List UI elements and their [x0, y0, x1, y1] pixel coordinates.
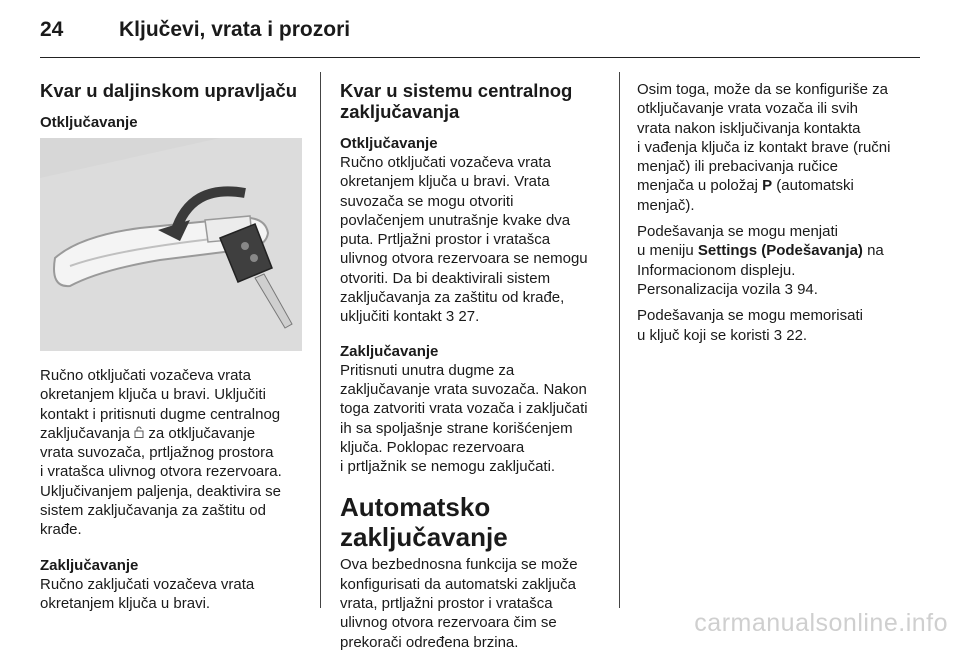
paragraph-settings-menu: Podešavanja se mogu menjati u meniju Settings (Podešavanja) na Informacionom displeju. Personalizacija vozila 3 94.	[637, 223, 884, 298]
lock-open-icon	[134, 426, 144, 438]
section-heading-auto-lock: Automatsko zaključavanje	[340, 492, 508, 553]
column-3	[637, 80, 922, 345]
page-ref-arrow-icon: 3	[445, 308, 455, 326]
page-reference[interactable]: 27.	[458, 308, 480, 326]
subheading-locking: Zaključavanje	[340, 342, 439, 360]
column-divider-1	[320, 72, 321, 608]
page-number: 24	[40, 18, 64, 41]
subheading-unlocking: Otključavanje	[340, 135, 438, 152]
paragraph-unlock-manual: Ručno otključati vozačeva vrata okretanjem ključa u bravi. Vrata suvozača se mogu otvoriti povlačenjem unutrašnje kvake dva puta. Prtljažni prostor i vratašca ulivnog otvora rezervoara se nemogu otvoriti. Da bi deaktivirali sistem zaključavanja za zaštitu od krađe, uključiti kontakt 3 27.	[340, 154, 588, 326]
page-ref-arrow-icon: 3	[773, 326, 783, 344]
section-heading-remote-failure: Kvar u daljinskom upravljaču	[40, 80, 298, 101]
page-ref-arrow-icon: 3	[784, 280, 793, 298]
paragraph-lock-remote: Ručno zaključati vozačeva vrata okretanjem ključa u bravi.	[40, 575, 255, 612]
section-heading-central-lock-failure: Kvar u sistemu centralnog zaključavanja	[340, 80, 573, 122]
door-handle-key-illustration	[40, 138, 302, 351]
page-reference[interactable]: 94.	[797, 280, 818, 298]
paragraph-auto-lock: Ova bezbednosna funkcija se može konfigurisati da automatski zaključa vrata, prtljažni prostor i vratašca ulivnog otvora rezervoara čim se prekorači određena brzina.	[340, 556, 578, 651]
column-divider-2	[619, 72, 620, 608]
paragraph-settings-memory: Podešavanja se mogu memorisati u ključ koji se koristi 3 22.	[637, 307, 863, 344]
page-reference[interactable]: 22.	[786, 326, 808, 344]
subheading-unlocking: Otključavanje	[40, 114, 138, 131]
paragraph-unlock-remote: Ručno otključati vozačeva vrata okretanjem ključa u bravi. Uključiti kontakt i pritisnuti dugme centralnog zaključavanja za otključavanje vrata suvozača, prtljažnog prostora i vratašca ulivnog otvora rezervoara. Uključivanjem paljenja, deaktivira se sistem zaključavanja za zaštitu od krađe.	[40, 367, 282, 539]
column-1	[40, 80, 308, 613]
subheading-locking: Zaključavanje	[40, 556, 139, 574]
watermark-footer: carmanualsonline.info	[694, 609, 948, 637]
page-title: Ključevi, vrata i prozori	[119, 18, 351, 41]
paragraph-unlock-config: Osim toga, može da se konfiguriše za otključavanje vrata vozača ili svih vrata nakon isključivanja kontakta i vađenja ključa iz kontakt brave (ručni menjač) ili prebacivanja ručice menjača u položaj P (automatski menjač).	[637, 81, 891, 214]
door-handle-key-icon	[40, 138, 302, 351]
column-2	[340, 80, 606, 652]
header-divider	[40, 57, 920, 58]
paragraph-lock-manual: Pritisnuti unutra dugme za zaključavanje vrata suvozača. Nakon toga zatvoriti vrata vozača i zaključati ih sa spoljašnje strane korišćenjem ključa. Poklopac rezervoara i prtljažnik se nemogu zaključati.	[340, 361, 588, 476]
